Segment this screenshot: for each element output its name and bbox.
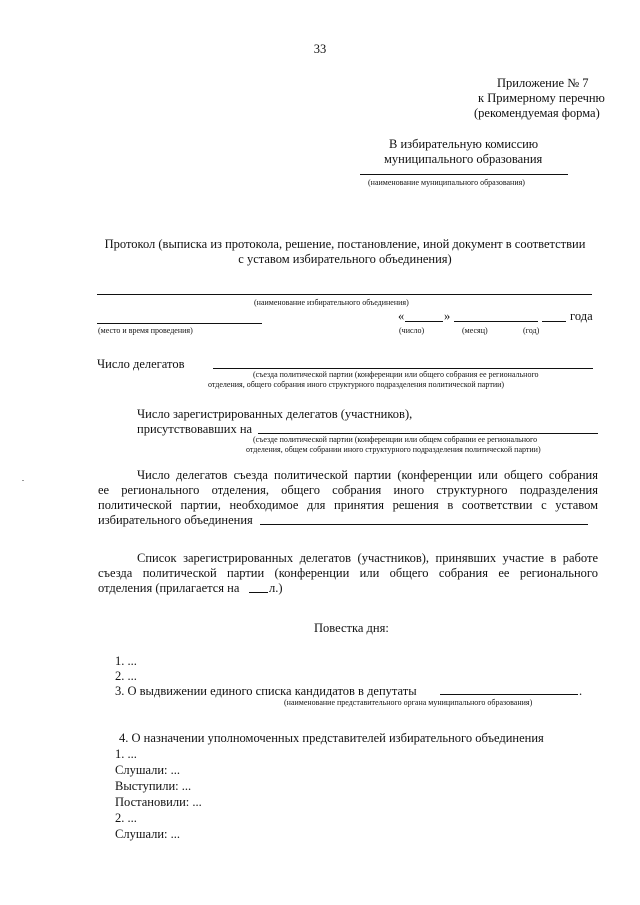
day-caption: (число) [399, 326, 425, 335]
addressee-line2: муниципального образования [384, 152, 543, 166]
delegates-label: Число делегатов [97, 357, 185, 371]
registered-line1: Число зарегистрированных делегатов (участников), [137, 407, 413, 421]
document-title-line2: с уставом избирательного объединения) [238, 252, 452, 266]
registered-blank-line [258, 433, 598, 434]
year-blank-line [542, 321, 566, 322]
required-paragraph-line4: избирательного объединения [98, 513, 253, 527]
item4-sub1: 1. ... [115, 747, 137, 761]
municipality-caption: (наименование муниципального образования) [368, 178, 525, 187]
item4-heard1: Слушали: ... [115, 763, 181, 777]
agenda-item-3-caption: (наименование представительного органа муниципального образования) [284, 698, 533, 707]
agenda-item-3-blank-line [440, 694, 578, 695]
registered-line2: присутствовавших на [137, 422, 253, 436]
required-blank-line [260, 524, 588, 525]
year-suffix: года [570, 309, 593, 323]
list-paragraph-line2: съезда политической партии (конференции или общего собрания ее регионального [98, 566, 598, 580]
document-title-line1: Протокол (выписка из протокола, решение, постановление, иной документ в соответствии [104, 237, 586, 251]
registered-caption-line2: отделения, общем собрании иного структурного подразделения политической партии) [246, 445, 541, 454]
place-time-caption: (место и время проведения) [98, 326, 193, 335]
item4-sub2: 2. ... [115, 811, 137, 825]
list-paragraph-line1: Список зарегистрированных делегатов (участников), принявших участие в работе [137, 551, 598, 565]
day-blank-line [405, 321, 443, 322]
registered-caption-line1: (съезде политической партии (конференции или общем собрании ее регионального [253, 435, 538, 444]
appendix-number: Приложение № 7 [497, 76, 589, 90]
list-paragraph-line3b: л.) [269, 581, 283, 595]
date-close-quote: » [444, 309, 451, 323]
required-paragraph-line2: ее регионального отделения, общего собрания иного структурного подразделения [98, 483, 598, 497]
agenda-item-1: 1. ... [115, 654, 137, 668]
municipality-blank-line [360, 174, 568, 175]
required-paragraph-line3: политической партии, необходимое для принятия решения в соответствии с уставом [98, 498, 598, 512]
item4-resolved1: Постановили: ... [115, 795, 202, 809]
month-caption: (месяц) [462, 326, 488, 335]
scan-speck [22, 480, 24, 481]
agenda-item-2: 2. ... [115, 669, 137, 683]
organization-caption: (наименование избирательного объединения) [254, 298, 409, 307]
agenda-title: Повестка дня: [314, 621, 389, 635]
appendix-form-type: (рекомендуемая форма) [474, 106, 600, 120]
year-caption: (год) [523, 326, 540, 335]
date-open-quote: « [398, 309, 405, 323]
sheets-blank-line [249, 592, 268, 593]
item4-spoke1: Выступили: ... [115, 779, 192, 793]
required-paragraph-line1: Число делегатов съезда политической партии (конференции или общего собрания [137, 468, 598, 482]
agenda-item-3-period: . [579, 684, 583, 698]
item4-heard2: Слушали: ... [115, 827, 181, 841]
delegates-caption-line2: отделения, общего собрания иного структурного подразделения политической партии) [208, 380, 505, 389]
addressee-line1: В избирательную комиссию [389, 137, 539, 151]
delegates-blank-line [213, 368, 593, 369]
page-number: 33 [313, 42, 327, 56]
item4-title: 4. О назначении уполномоченных представителей избирательного объединения [119, 731, 544, 745]
appendix-reference: к Примерному перечню [478, 91, 605, 105]
agenda-item-3: 3. О выдвижении единого списка кандидатов в депутаты [115, 684, 417, 698]
delegates-caption-line1: (съезда политической партии (конференции или общего собрания ее регионального [253, 370, 539, 379]
list-paragraph-line3a: отделения (прилагается на [98, 581, 240, 595]
month-blank-line [454, 321, 538, 322]
organization-blank-line [97, 294, 592, 295]
place-time-blank-line [97, 323, 262, 324]
